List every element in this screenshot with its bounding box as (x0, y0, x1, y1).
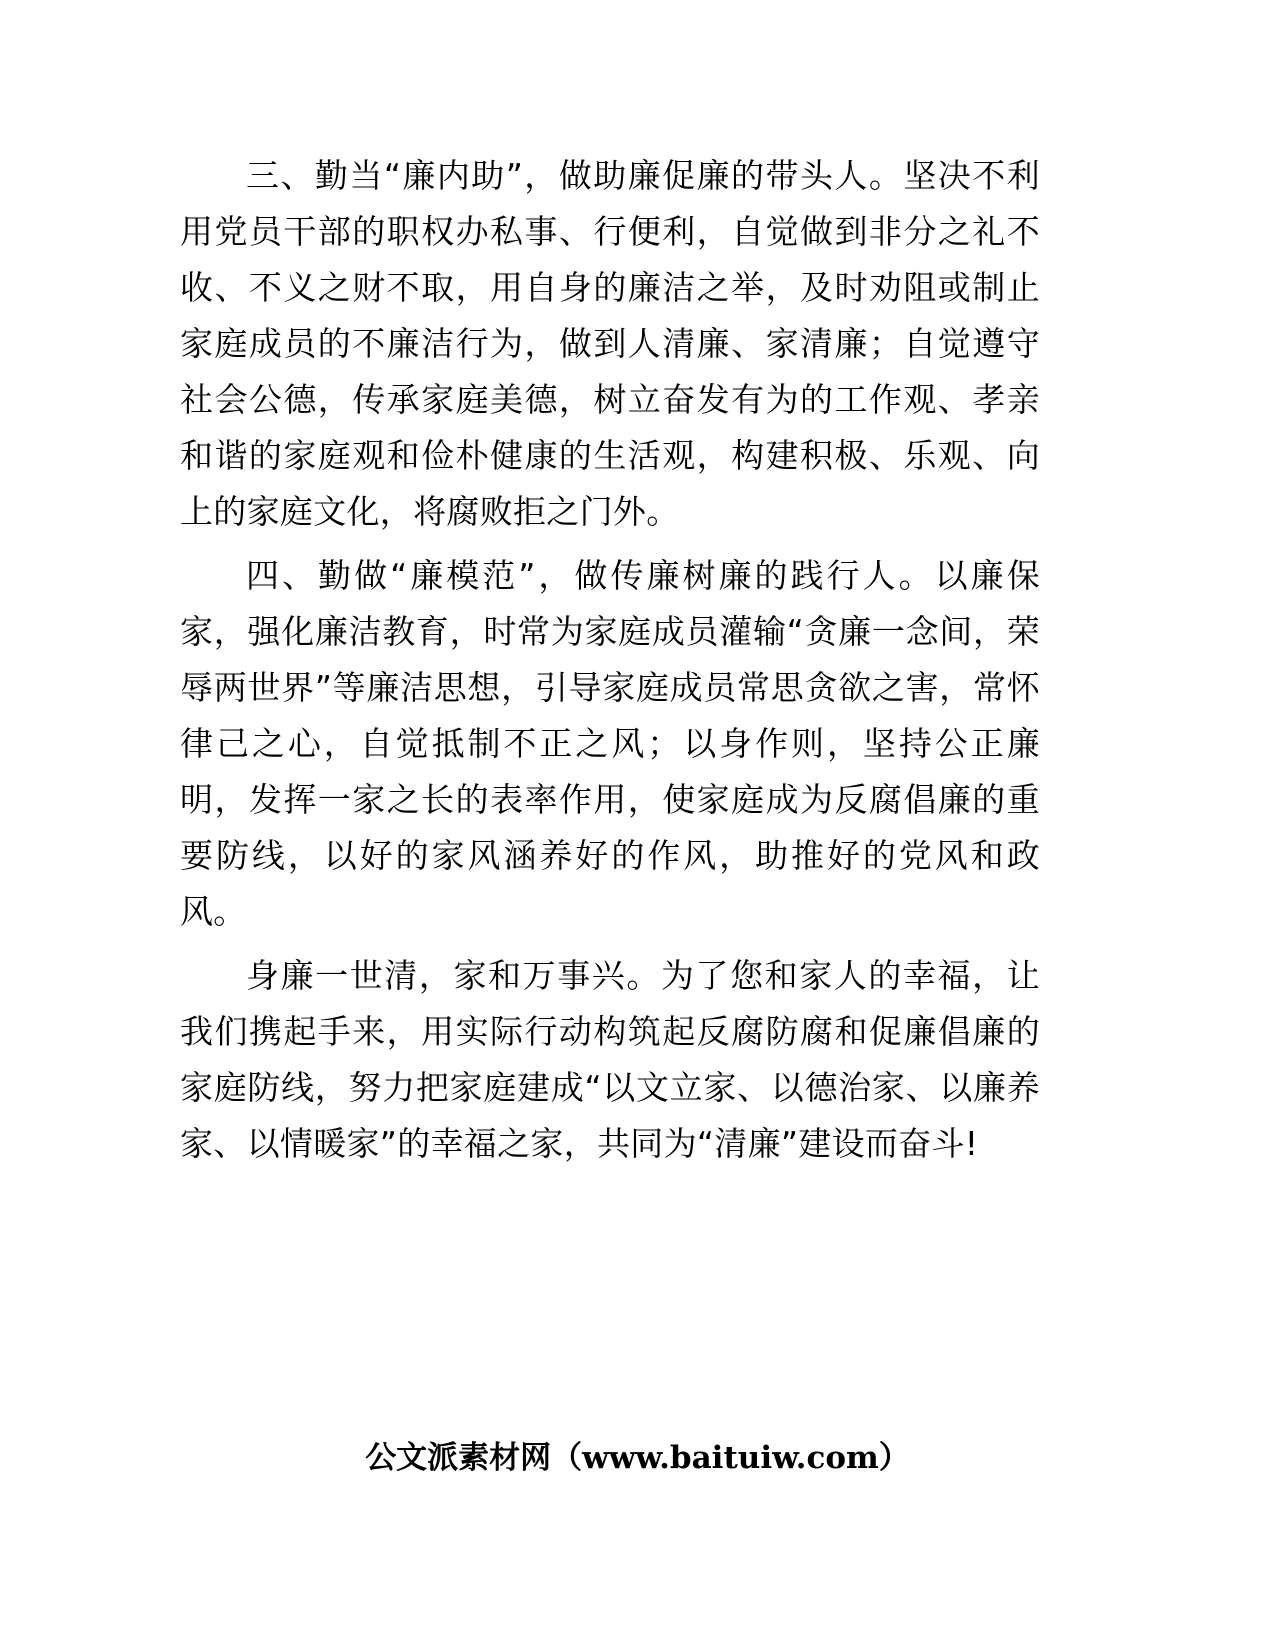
paragraph-four: 四、勤做“廉模范”，做传廉树廉的践行人。以廉保家，强化廉洁教育，时常为家庭成员灌输“贪廉一念间，荣辱两世界”等廉洁思想，引导家庭成员常思贪欲之害，常怀律己之心，自觉抵制不正之风；以身作则，坚持公正廉明，发挥一家之长的表率作用，使家庭成为反腐倡廉的重要防线，以好的家风涵养好的作风，助推好的党风和政风。 (180, 556, 1040, 931)
footer-source: 公文派素材网（www.baituiw.com） (365, 1440, 910, 1476)
document-body (180, 148, 1040, 1180)
paragraph-three: 三、勤当“廉内助”，做助廉促廉的带头人。坚决不利用党员干部的职权办私事、行便利，自觉做到非分之礼不收、不义之财不取，用自身的廉洁之举，及时劝阻或制止家庭成员的不廉洁行为，做到人清廉、家清廉；自觉遵守社会公德，传承家庭美德，树立奋发有为的工作观、孝亲和谐的家庭观和俭朴健康的生活观，构建积极、乐观、向上的家庭文化，将腐败拒之门外。 (180, 156, 1040, 531)
paragraph-closing: 身廉一世清，家和万事兴。为了您和家人的幸福，让我们携起手来，用实际行动构筑起反腐防腐和促廉倡廉的家庭防线，努力把家庭建成“以文立家、以德治家、以廉养家、以情暖家”的幸福之家，共同为“清廉”建设而奋斗! (180, 956, 1040, 1163)
